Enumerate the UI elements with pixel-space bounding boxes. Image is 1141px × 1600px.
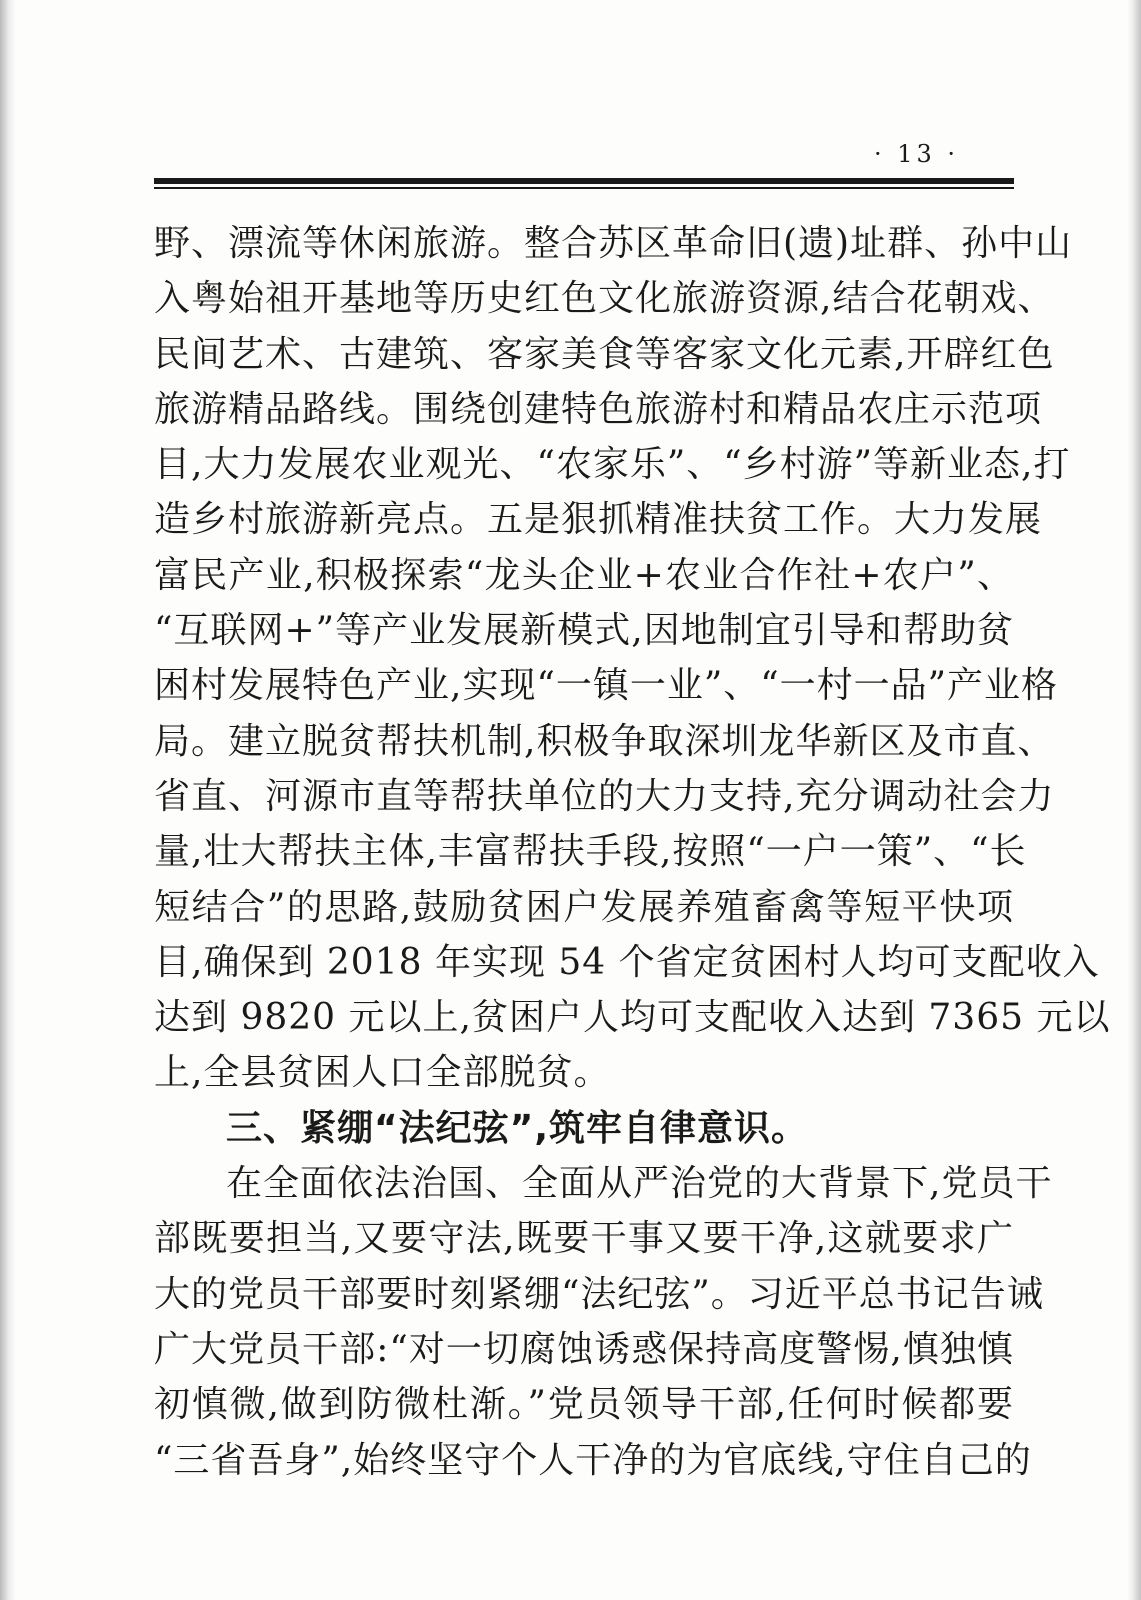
text-line: 量,壮大帮扶主体,丰富帮扶手段,按照“一户一策”、“长 [154, 831, 1027, 873]
text-line: 大的党员干部要时刻紧绷“法纪弦”。习近平总书记告诫 [154, 1273, 1044, 1315]
text-line: 困村发展特色产业,实现“一镇一业”、“一村一品”产业格 [154, 665, 1059, 707]
text-line: 部既要担当,又要守法,既要干事又要干净,这就要求广 [154, 1218, 1014, 1260]
section-heading: 三、紧绷“法纪弦”,筑牢自律意识。 [226, 1107, 808, 1149]
page-number: · 13 · [874, 140, 960, 168]
text-line: 造乡村旅游新亮点。五是狠抓精准扶贫工作。大力发展 [154, 499, 1043, 541]
text-line: “三省吾身”,始终坚守个人干净的为官底线,守住自己的 [154, 1439, 1032, 1481]
text-line: 局。建立脱贫帮扶机制,积极争取深圳龙华新区及市直、 [154, 720, 1055, 762]
text-line: 目,大力发展农业观光、“农家乐”、“乡村游”等新业态,打 [154, 444, 1071, 486]
header-rule-thin [154, 187, 1014, 189]
scan-edge-right [1127, 0, 1141, 1600]
text-line: 初慎微,做到防微杜渐。”党员领导干部,任何时候都要 [154, 1384, 1014, 1426]
text-line: 广大党员干部:“对一切腐蚀诱惑保持高度警惕,慎独慎 [154, 1328, 1014, 1370]
text-line: 民间艺术、古建筑、客家美食等客家文化元素,开辟红色 [154, 333, 1055, 375]
text-line: 野、漂流等休闲旅游。整合苏区革命旧(遗)址群、孙中山 [154, 223, 1073, 264]
text-line: 在全面依法治国、全面从严治党的大背景下,党员干 [226, 1163, 1053, 1205]
header-rule-thick [154, 178, 1014, 184]
text-line: 短结合”的思路,鼓励贫困户发展养殖畜禽等短平快项 [154, 886, 1014, 928]
text-line: 达到 9820 元以上,贫困户人均可支配收入达到 7365 元以 [154, 997, 1111, 1039]
text-line: 省直、河源市直等帮扶单位的大力支持,充分调动社会力 [154, 775, 1055, 817]
scan-edge-left [0, 0, 16, 1600]
body-text [154, 216, 1111, 1488]
text-line: 旅游精品路线。围绕创建特色旅游村和精品农庄示范项 [154, 388, 1043, 430]
text-line: 上,全县贫困人口全部脱贫。 [154, 1052, 611, 1094]
text-line: “互联网+”等产业发展新模式,因地制宜引导和帮助贫 [154, 610, 1014, 652]
text-line: 入粤始祖开基地等历史红色文化旅游资源,结合花朝戏、 [154, 278, 1055, 320]
text-line: 富民产业,积极探索“龙头企业+农业合作社+农户”、 [154, 554, 1014, 596]
text-line: 目,确保到 2018 年实现 54 个省定贫困村人均可支配收入 [154, 941, 1100, 983]
